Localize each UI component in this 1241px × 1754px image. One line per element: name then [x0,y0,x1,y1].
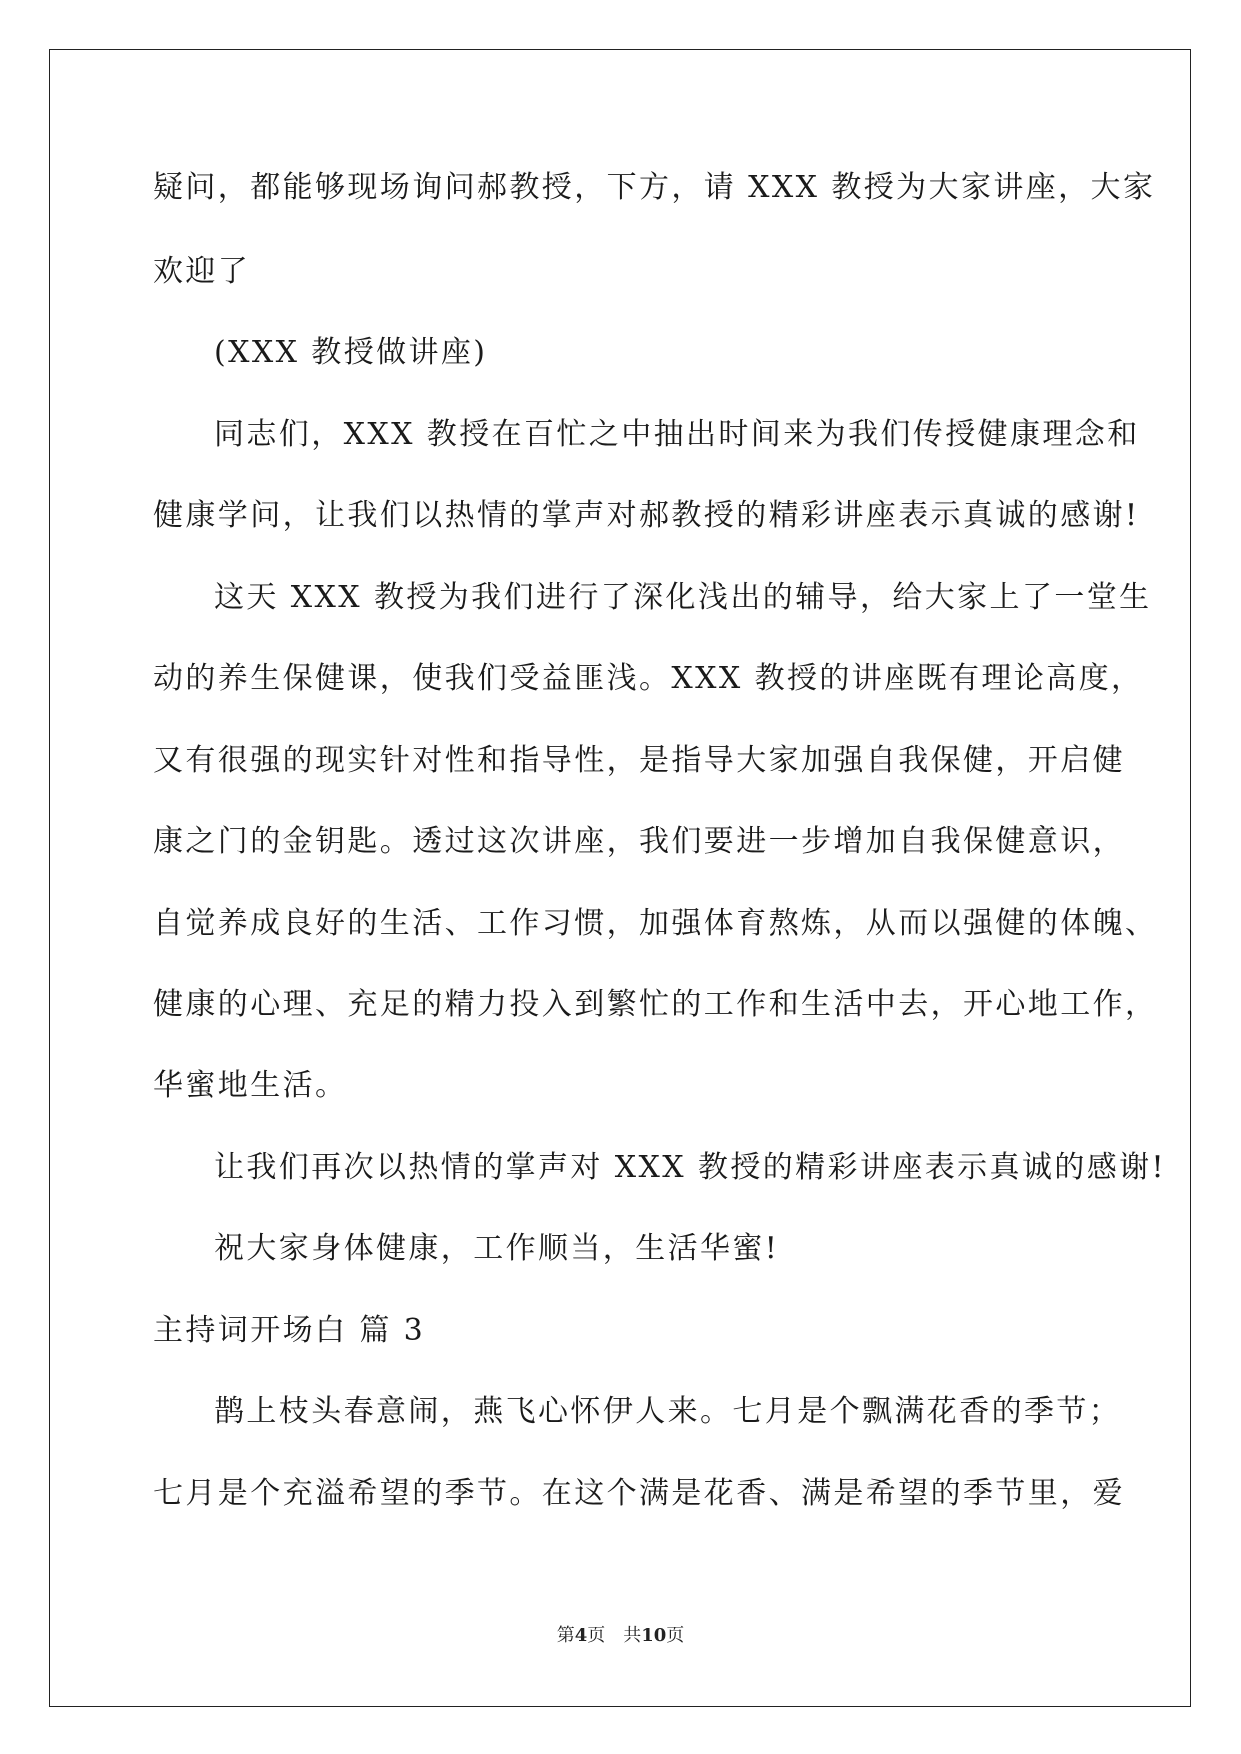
body-text-line: 让我们再次以热情的掌声对 XXX 教授的精彩讲座表示真诚的感谢! [214,1150,1166,1185]
body-text-line: 鹊上枝头春意闹，燕飞心怀伊人来。七月是个飘满花香的季节； [214,1394,1122,1429]
page-label-suffix: 页 [587,1625,606,1646]
body-text-line: 祝大家身体健康，工作顺当，生活华蜜! [214,1231,780,1266]
page-border [49,49,1191,1707]
body-text-line: 康之门的金钥匙。透过这次讲座，我们要进一步增加自我保健意识， [153,824,1125,859]
body-text-line: 自觉养成良好的生活、工作习惯，加强体育熬炼，从而以强健的体魄、 [153,906,1158,941]
body-text-line: 欢迎了 [153,254,251,289]
total-label-suffix: 页 [666,1625,685,1646]
body-text-line: 同志们，XXX 教授在百忙之中抽出时间来为我们传授健康理念和 [214,417,1140,452]
section-heading: 主持词开场白 篇 3 [153,1313,426,1348]
page-label-prefix: 第 [556,1625,575,1646]
body-text-line: 健康学问，让我们以热情的掌声对郝教授的精彩讲座表示真诚的感谢! [153,498,1140,533]
page-footer [0,1624,1241,1648]
body-text-line: 华蜜地生活。 [153,1068,348,1103]
total-label-prefix: 共 [623,1625,642,1646]
body-text-line: 又有很强的现实针对性和指导性，是指导大家加强自我保健，开启健 [153,743,1125,778]
total-pages: 10 [641,1625,667,1646]
body-text-line: 七月是个充溢希望的季节。在这个满是花香、满是希望的季节里，爱 [153,1476,1125,1511]
body-text-line: 疑问，都能够现场询问郝教授，下方，请 XXX 教授为大家讲座，大家 [153,170,1156,205]
body-text-line: 健康的心理、充足的精力投入到繁忙的工作和生活中去，开心地工作， [153,987,1158,1022]
body-text-line: 动的养生保健课，使我们受益匪浅。XXX 教授的讲座既有理论高度， [153,661,1144,696]
page-number: 4 [574,1625,588,1646]
body-text-line: (XXX 教授做讲座) [214,335,488,370]
body-text-line: 这天 XXX 教授为我们进行了深化浅出的辅导，给大家上了一堂生 [214,580,1152,615]
